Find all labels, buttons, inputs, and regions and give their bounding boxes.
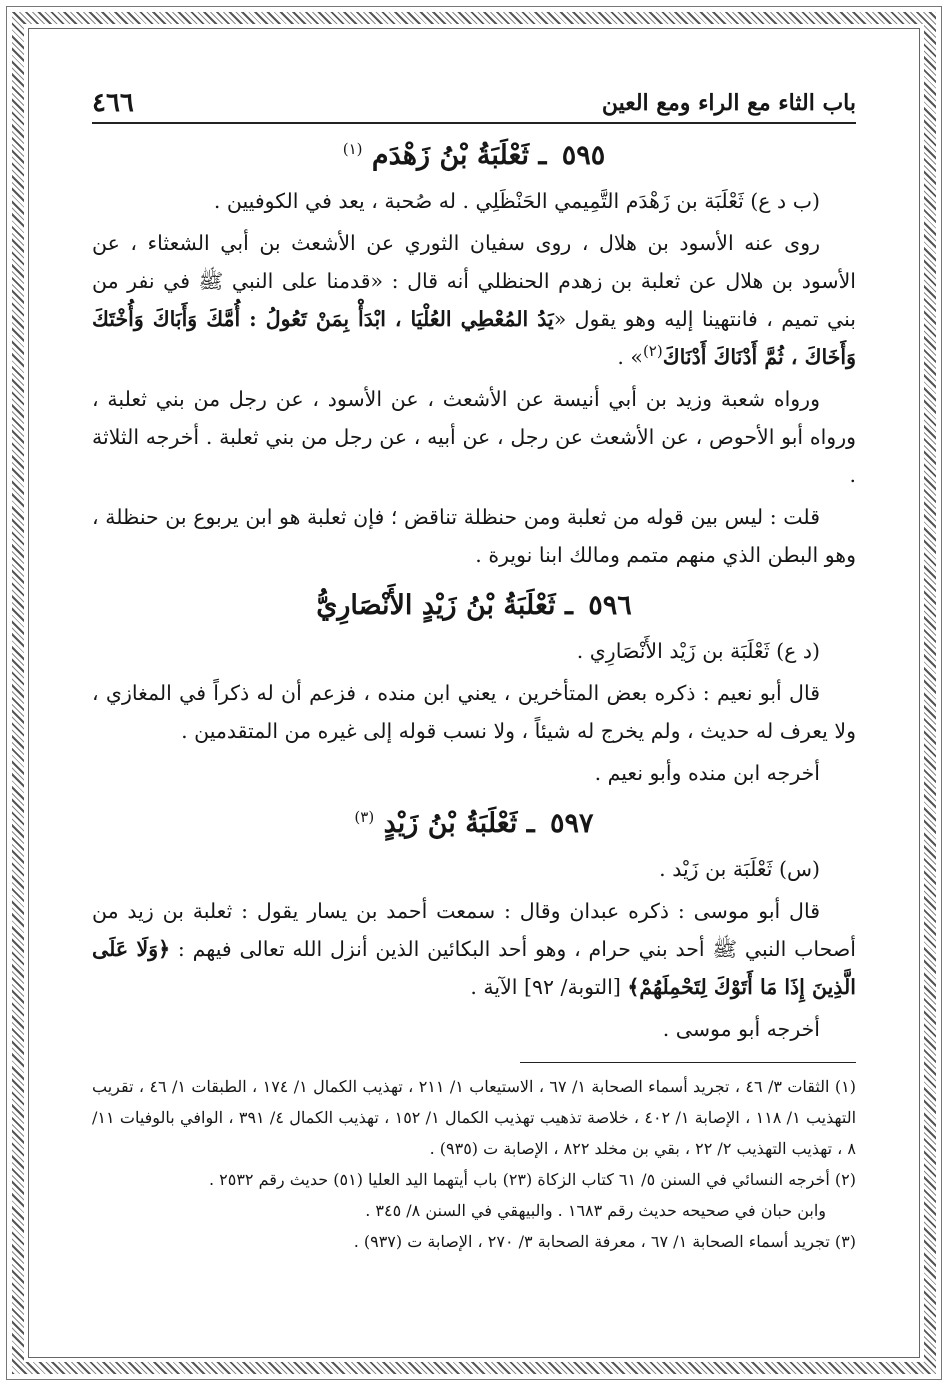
paragraph-text: » . xyxy=(617,345,643,369)
footnote-marker: (٣) xyxy=(354,808,375,826)
entry-separator: ـ xyxy=(526,808,535,839)
entry-paragraph: قال أبو نعيم : ذكره بعض المتأخرين ، يعني ابن منده ، فزعم أن له ذكراً في المغازي ، ولا يعرف له حديث ، ولم يخرج له شيئاً ، ولا نسب قوله إلى غيره من المتقدمين . xyxy=(92,681,856,743)
hadith-quote: يَدُ المُعْطِي العُلْيَا ، ابْدَأْ بِمَنْ تَعُولُ : أُمَّكَ وَأَبَاكَ وَأُخْتَكَ وَأَخَاكَ ، ثُمَّ أَدْنَاكَ أَدْنَاكَ xyxy=(92,307,856,369)
paragraph-text: [التوبة/ ٩٢] الآية . xyxy=(470,975,628,999)
footnote-1: (١) الثقات ٣/ ٤٦ ، تجريد أسماء الصحابة ١/ ٦٧ ، الاستيعاب ١/ ٢١١ ، تهذيب الكمال ١/ ١٧٤ ، الطبقات ١/ ٤٦ ، تقريب التهذيب ١/ ١١٨ ، الإصابة ١/ ٤٠٢ ، خلاصة تذهيب تهذيب الكمال ١/ ١٥٢ ، تهذيب الكمال ٤/ ٣٩١ ، الوافي بالوفيات ١١/ ٨ ، تهذيب التهذيب ٢/ ٢٢ ، بقي بن مخلد ٨٢٢ ، الإصابة ت (٩٣٥) . xyxy=(92,1077,857,1158)
entry-paragraph: (د ع) ثَعْلَبَة بن زَيْد الأَنْصَارِي . xyxy=(576,639,820,663)
entry-separator: ـ xyxy=(564,590,573,621)
entry-paragraph xyxy=(92,892,856,1006)
footnote-divider xyxy=(520,1062,856,1063)
entry-paragraph xyxy=(92,224,856,376)
footnotes xyxy=(92,1071,856,1257)
entry-paragraph: قلت : ليس بين قوله من ثعلبة ومن حنظلة تناقض ؛ فإن ثعلبة هو ابن يربوع بن حنظلة ، وهو البطن الذي منهم متمم ومالك ابنا نويرة . xyxy=(92,505,856,567)
paragraph-text: قال أبو موسى : ذكره عبدان وقال : سمعت أحمد بن يسار يقول : ثعلبة بن زيد من أصحاب النبي ﷺ أحد بني حرام ، وهو أحد البكائين الذين أنزل الله تعالى فيهم : xyxy=(92,899,856,961)
footnote-marker: (٢) xyxy=(642,342,663,361)
entry-paragraph: أخرجه أبو موسى . xyxy=(662,1017,820,1041)
footnote-2-continuation: وابن حبان في صحيحه حديث رقم ١٦٨٣ . والبيهقي في السنن ٨/ ٣٤٥ . xyxy=(365,1201,826,1220)
entry-number: ٥٩٧ xyxy=(550,808,594,839)
page-header xyxy=(92,78,856,124)
entry-title-596 xyxy=(92,588,856,624)
paragraph-text: روى عنه الأسود بن هلال ، روى سفيان الثوري عن الأشعث بن أبي الشعثاء ، عن الأسود بن هلال عن ثعلبة بن زهدم الحنظلي أنه قال : «قدمنا على النبي ﷺ في نفر من بني تميم ، فانتهينا إليه وهو يقول « xyxy=(92,231,856,331)
entry-separator: ـ xyxy=(538,140,547,171)
quran-verse: ﴿وَلَا عَلَى الَّذِينَ إِذَا مَا أَتَوْكَ لِتَحْمِلَهُمْ﴾ xyxy=(92,937,856,999)
entry-paragraph: (ب د ع) ثَعْلَبَة بن زَهْدَم التَّمِيمي الحَنْظَلِي . له صُحبة ، يعد في الكوفيين . xyxy=(213,189,820,213)
entry-name: ثَعْلَبَةُ بْنُ زَيْدٍ الأَنْصَارِيُّ xyxy=(316,590,556,621)
running-head: باب الثاء مع الراء ومع العين xyxy=(601,90,856,116)
entry-name: ثَعْلَبَةُ بْنُ زَهْدَم xyxy=(371,140,530,171)
entry-name: ثَعْلَبَةُ بْنُ زَيْدٍ xyxy=(383,808,518,839)
footnote-3: (٣) تجريد أسماء الصحابة ١/ ٦٧ ، معرفة الصحابة ٣/ ٢٧٠ ، الإصابة ت (٩٣٧) . xyxy=(353,1232,856,1251)
entry-paragraph: أخرجه ابن منده وأبو نعيم . xyxy=(594,761,820,785)
footnote-2: (٢) أخرجه النسائي في السنن ٥/ ٦١ كتاب الزكاة (٢٣) باب أيتهما اليد العليا (٥١) حديث رقم ٢٥٣٢ . xyxy=(208,1170,856,1189)
entry-title-597 xyxy=(92,806,856,842)
entry-title-595 xyxy=(92,138,856,174)
book-page xyxy=(92,78,856,1326)
entry-paragraph: (س) ثَعْلَبَة بن زَيْد . xyxy=(659,857,820,881)
page-number: ٤٦٦ xyxy=(92,88,134,118)
entry-number: ٥٩٦ xyxy=(588,590,632,621)
entry-paragraph: ورواه شعبة وزيد بن أبي أنيسة عن الأشعث ، عن الأسود ، عن رجل من بني ثعلبة ، ورواه أبو الأحوص ، عن الأشعث عن رجل ، عن أبيه ، عن رجل من بني ثعلبة . أخرجه الثلاثة . xyxy=(92,387,856,487)
footnote-marker: (١) xyxy=(342,140,363,158)
entry-number: ٥٩٥ xyxy=(561,140,606,171)
